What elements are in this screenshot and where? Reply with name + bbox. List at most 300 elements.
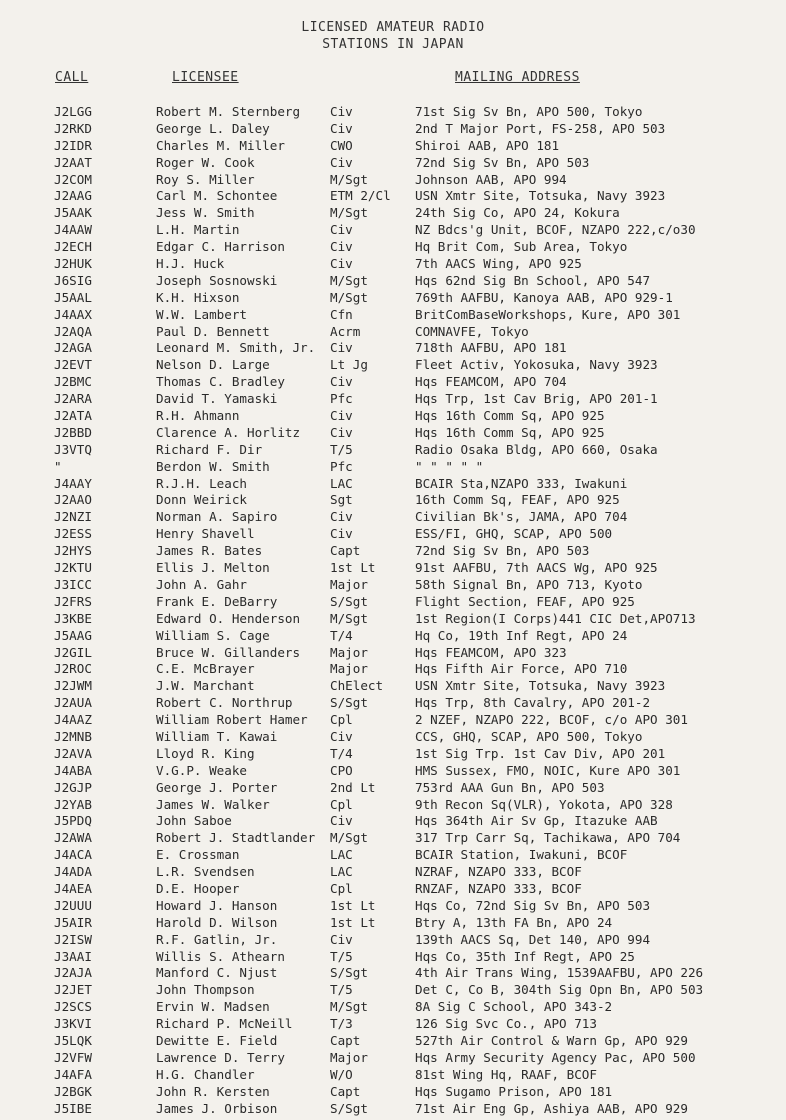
licensee-name: C.E. McBrayer xyxy=(156,661,255,677)
licensee-name: James J. Orbison xyxy=(156,1100,278,1116)
licensee-name: Harold D. Wilson xyxy=(156,914,278,930)
licensee-rank: 2nd Lt xyxy=(330,779,376,795)
licensee-name: D.E. Hooper xyxy=(156,880,240,896)
mailing-address: COMNAVFE, Tokyo xyxy=(415,323,529,339)
licensee-name: Jess W. Smith xyxy=(156,205,255,221)
mailing-address: USN Xmtr Site, Totsuka, Navy 3923 xyxy=(415,188,666,204)
licensee-name: Manford C. Njust xyxy=(156,965,278,981)
licensee-name: William Robert Hamer xyxy=(156,712,308,728)
call-sign: J2NZI xyxy=(54,509,92,525)
licensee-rank: ETM 2/Cl xyxy=(330,188,391,204)
licensee-name: Nelson D. Large xyxy=(156,357,270,373)
station-row xyxy=(0,526,786,543)
call-sign: J5AAG xyxy=(54,627,92,643)
call-sign: J2UUU xyxy=(54,897,92,913)
call-sign: J2YAB xyxy=(54,796,92,812)
call-sign: J4AFA xyxy=(54,1066,92,1082)
mailing-address: Det C, Co B, 304th Sig Opn Bn, APO 503 xyxy=(415,982,704,998)
licensee-rank: Civ xyxy=(330,154,353,170)
mailing-address: BCAIR Station, Iwakuni, BCOF xyxy=(415,847,628,863)
call-sign: J4ADA xyxy=(54,864,92,880)
licensee-rank: T/3 xyxy=(330,1016,353,1032)
call-sign: J6SIG xyxy=(54,272,92,288)
licensee-rank: LAC xyxy=(330,864,353,880)
call-sign: J2AVA xyxy=(54,745,92,761)
licensee-name: Berdon W. Smith xyxy=(156,458,270,474)
mailing-address: USN Xmtr Site, Totsuka, Navy 3923 xyxy=(415,678,666,694)
station-row xyxy=(0,239,786,256)
call-sign: J2ISW xyxy=(54,931,92,947)
mailing-address: Hqs 364th Air Sv Gp, Itazuke AAB xyxy=(415,813,658,829)
licensee-rank: M/Sgt xyxy=(330,171,368,187)
station-row xyxy=(0,661,786,678)
mailing-address: 72nd Sig Sv Bn, APO 503 xyxy=(415,154,590,170)
licensee-name: R.F. Gatlin, Jr. xyxy=(156,931,278,947)
station-row xyxy=(0,645,786,662)
licensee-name: Carl M. Schontee xyxy=(156,188,278,204)
station-row xyxy=(0,628,786,645)
mailing-address: Johnson AAB, APO 994 xyxy=(415,171,567,187)
call-sign: " xyxy=(54,458,62,474)
licensee-rank: Pfc xyxy=(330,391,353,407)
call-sign: J2ATA xyxy=(54,408,92,424)
licensee-name: Charles M. Miller xyxy=(156,137,285,153)
licensee-name: Norman A. Sapiro xyxy=(156,509,278,525)
call-sign: J2FRS xyxy=(54,593,92,609)
licensee-name: William S. Cage xyxy=(156,627,270,643)
licensee-name: H.J. Huck xyxy=(156,256,225,272)
licensee-rank: T/5 xyxy=(330,441,353,457)
licensee-name: E. Crossman xyxy=(156,847,240,863)
licensee-name: Edgar C. Harrison xyxy=(156,239,285,255)
station-row xyxy=(0,543,786,560)
mailing-address: 1st Region(I Corps)441 CIC Det,APO713 xyxy=(415,610,696,626)
licensee-rank: 1st Lt xyxy=(330,897,376,913)
mailing-address: Hqs Co, 35th Inf Regt, APO 25 xyxy=(415,948,635,964)
mailing-address: Hqs 16th Comm Sq, APO 925 xyxy=(415,408,605,424)
station-row xyxy=(0,763,786,780)
station-row xyxy=(0,932,786,949)
licensee-rank: CWO xyxy=(330,137,353,153)
station-row xyxy=(0,1084,786,1101)
station-row xyxy=(0,746,786,763)
call-sign: J2KTU xyxy=(54,560,92,576)
station-row xyxy=(0,492,786,509)
call-sign: J2AGA xyxy=(54,340,92,356)
licensee-rank: Cfn xyxy=(330,306,353,322)
licensee-name: Henry Shavell xyxy=(156,526,255,542)
mailing-address: 58th Signal Bn, APO 713, Kyoto xyxy=(415,576,643,592)
licensee-rank: M/Sgt xyxy=(330,999,368,1015)
call-sign: J3AAI xyxy=(54,948,92,964)
station-row xyxy=(0,982,786,999)
mailing-address: 753rd AAA Gun Bn, APO 503 xyxy=(415,779,605,795)
licensee-name: George J. Porter xyxy=(156,779,278,795)
mailing-address: HMS Sussex, FMO, NOIC, Kure APO 301 xyxy=(415,762,681,778)
call-sign: J2IDR xyxy=(54,137,92,153)
mailing-address: 2 NZEF, NZAPO 222, BCOF, c/o APO 301 xyxy=(415,712,688,728)
licensee-name: Ervin W. Madsen xyxy=(156,999,270,1015)
licensee-name: Edward O. Henderson xyxy=(156,610,301,626)
licensee-name: Donn Weirick xyxy=(156,492,247,508)
licensee-rank: M/Sgt xyxy=(330,289,368,305)
licensee-name: L.R. Svendsen xyxy=(156,864,255,880)
mailing-address: Hqs Co, 72nd Sig Sv Bn, APO 503 xyxy=(415,897,651,913)
call-sign: J2BGK xyxy=(54,1083,92,1099)
call-sign: J4ACA xyxy=(54,847,92,863)
station-row xyxy=(0,577,786,594)
station-row xyxy=(0,560,786,577)
mailing-address: 718th AAFBU, APO 181 xyxy=(415,340,567,356)
mailing-address: 72nd Sig Sv Bn, APO 503 xyxy=(415,543,590,559)
station-row xyxy=(0,864,786,881)
station-row xyxy=(0,307,786,324)
mailing-address: Hqs Trp, 1st Cav Brig, APO 201-1 xyxy=(415,391,658,407)
licensee-rank: Civ xyxy=(330,813,353,829)
licensee-rank: S/Sgt xyxy=(330,695,368,711)
mailing-address: " " " " " xyxy=(415,458,484,474)
call-sign: J2JET xyxy=(54,982,92,998)
licensee-name: David T. Yamaski xyxy=(156,391,278,407)
mailing-address: 8A Sig C School, APO 343-2 xyxy=(415,999,613,1015)
licensee-name: William T. Kawai xyxy=(156,728,278,744)
licensee-rank: Major xyxy=(330,576,368,592)
licensee-rank: S/Sgt xyxy=(330,593,368,609)
station-row xyxy=(0,425,786,442)
station-row xyxy=(0,949,786,966)
mailing-address: 317 Trp Carr Sq, Tachikawa, APO 704 xyxy=(415,830,681,846)
licensee-rank: Civ xyxy=(330,509,353,525)
call-sign: J2RKD xyxy=(54,120,92,136)
call-sign: J2AAT xyxy=(54,154,92,170)
station-row xyxy=(0,965,786,982)
licensee-name: Robert J. Stadtlander xyxy=(156,830,316,846)
licensee-name: K.H. Hixson xyxy=(156,289,240,305)
mailing-address: CCS, GHQ, SCAP, APO 500, Tokyo xyxy=(415,728,643,744)
station-row xyxy=(0,188,786,205)
licensee-rank: Cpl xyxy=(330,796,353,812)
mailing-address: Hqs 16th Comm Sq, APO 925 xyxy=(415,424,605,440)
licensee-name: Willis S. Athearn xyxy=(156,948,285,964)
mailing-address: Hqs Sugamo Prison, APO 181 xyxy=(415,1083,613,1099)
licensee-name: R.J.H. Leach xyxy=(156,475,247,491)
call-sign: J2AUA xyxy=(54,695,92,711)
station-row xyxy=(0,273,786,290)
licensee-rank: S/Sgt xyxy=(330,965,368,981)
licensee-rank: Acrm xyxy=(330,323,361,339)
mailing-address: NZ Bdcs'g Unit, BCOF, NZAPO 222,c/o30 xyxy=(415,222,696,238)
licensee-rank: Capt xyxy=(330,1083,361,1099)
station-row xyxy=(0,357,786,374)
licensee-name: Lawrence D. Terry xyxy=(156,1049,285,1065)
mailing-address: 9th Recon Sq(VLR), Yokota, APO 328 xyxy=(415,796,673,812)
station-row xyxy=(0,678,786,695)
licensee-rank: Pfc xyxy=(330,458,353,474)
station-row xyxy=(0,881,786,898)
licensee-rank: Cpl xyxy=(330,712,353,728)
licensee-name: Dewitte E. Field xyxy=(156,1032,278,1048)
licensee-rank: Civ xyxy=(330,256,353,272)
licensee-rank: T/5 xyxy=(330,982,353,998)
mailing-address: 527th Air Control & Warn Gp, APO 929 xyxy=(415,1032,688,1048)
column-header-licensee: LICENSEE xyxy=(172,70,239,85)
licensee-rank: LAC xyxy=(330,847,353,863)
station-row xyxy=(0,476,786,493)
licensee-name: Robert M. Sternberg xyxy=(156,104,301,119)
station-row xyxy=(0,594,786,611)
station-row xyxy=(0,509,786,526)
licensee-name: Richard P. McNeill xyxy=(156,1016,293,1032)
station-row xyxy=(0,256,786,273)
licensee-rank: 1st Lt xyxy=(330,560,376,576)
licensee-rank: CPO xyxy=(330,762,353,778)
station-row xyxy=(0,729,786,746)
licensee-rank: Major xyxy=(330,1049,368,1065)
licensee-name: Joseph Sosnowski xyxy=(156,272,278,288)
call-sign: J4ABA xyxy=(54,762,92,778)
mailing-address: Hqs Army Security Agency Pac, APO 500 xyxy=(415,1049,696,1065)
call-sign: J2SCS xyxy=(54,999,92,1015)
licensee-rank: M/Sgt xyxy=(330,205,368,221)
licensee-rank: Civ xyxy=(330,104,353,119)
licensee-rank: Lt Jg xyxy=(330,357,368,373)
call-sign: J2LGG xyxy=(54,104,92,119)
call-sign: J2AAG xyxy=(54,188,92,204)
mailing-address: 4th Air Trans Wing, 1539AAFBU, APO 226 xyxy=(415,965,704,981)
station-row xyxy=(0,374,786,391)
call-sign: J2ESS xyxy=(54,526,92,542)
mailing-address: NZRAF, NZAPO 333, BCOF xyxy=(415,864,582,880)
call-sign: J5PDQ xyxy=(54,813,92,829)
mailing-address: Flight Section, FEAF, APO 925 xyxy=(415,593,635,609)
mailing-address: Radio Osaka Bldg, APO 660, Osaka xyxy=(415,441,658,457)
station-row xyxy=(0,611,786,628)
mailing-address: 126 Sig Svc Co., APO 713 xyxy=(415,1016,597,1032)
licensee-name: Clarence A. Horlitz xyxy=(156,424,301,440)
licensee-rank: Civ xyxy=(330,424,353,440)
licensee-rank: M/Sgt xyxy=(330,610,368,626)
mailing-address: BCAIR Sta,NZAPO 333, Iwakuni xyxy=(415,475,628,491)
mailing-address: Fleet Activ, Yokosuka, Navy 3923 xyxy=(415,357,658,373)
licensee-rank: Sgt xyxy=(330,492,353,508)
station-row xyxy=(0,459,786,476)
call-sign: J2AQA xyxy=(54,323,92,339)
station-row xyxy=(0,1033,786,1050)
station-row xyxy=(0,138,786,155)
station-row xyxy=(0,1016,786,1033)
licensee-name: John A. Gahr xyxy=(156,576,247,592)
mailing-address: 71st Air Eng Gp, Ashiya AAB, APO 929 xyxy=(415,1100,688,1116)
document-title: LICENSED AMATEUR RADIO xyxy=(301,20,485,35)
call-sign: J4AAX xyxy=(54,306,92,322)
mailing-address: 1st Sig Trp. 1st Cav Div, APO 201 xyxy=(415,745,666,761)
station-row xyxy=(0,290,786,307)
call-sign: J5AAL xyxy=(54,289,92,305)
licensee-rank: M/Sgt xyxy=(330,830,368,846)
call-sign: J3VTQ xyxy=(54,441,92,457)
licensee-rank: Major xyxy=(330,644,368,660)
licensee-rank: 1st Lt xyxy=(330,914,376,930)
mailing-address: 769th AAFBU, Kanoya AAB, APO 929-1 xyxy=(415,289,673,305)
document-subtitle: STATIONS IN JAPAN xyxy=(322,37,464,52)
licensee-name: W.W. Lambert xyxy=(156,306,247,322)
station-row xyxy=(0,324,786,341)
mailing-address: ESS/FI, GHQ, SCAP, APO 500 xyxy=(415,526,613,542)
station-row xyxy=(0,780,786,797)
station-row xyxy=(0,222,786,239)
call-sign: J2BBD xyxy=(54,424,92,440)
licensee-name: V.G.P. Weake xyxy=(156,762,247,778)
licensee-rank: Civ xyxy=(330,408,353,424)
call-sign: J2ECH xyxy=(54,239,92,255)
mailing-address: BritComBaseWorkshops, Kure, APO 301 xyxy=(415,306,681,322)
call-sign: J5LQK xyxy=(54,1032,92,1048)
mailing-address: 71st Sig Sv Bn, APO 500, Tokyo xyxy=(415,104,643,119)
call-sign: J5AIR xyxy=(54,914,92,930)
call-sign: J3ICC xyxy=(54,576,92,592)
station-row xyxy=(0,999,786,1016)
licensee-name: Robert C. Northrup xyxy=(156,695,293,711)
call-sign: J4AEA xyxy=(54,880,92,896)
station-row xyxy=(0,915,786,932)
licensee-rank: M/Sgt xyxy=(330,272,368,288)
licensee-name: Frank E. DeBarry xyxy=(156,593,278,609)
licensee-rank: Capt xyxy=(330,1032,361,1048)
call-sign: J2EVT xyxy=(54,357,92,373)
station-row xyxy=(0,695,786,712)
licensee-name: H.G. Chandler xyxy=(156,1066,255,1082)
column-header-call: CALL xyxy=(55,70,89,85)
call-sign: J3KVI xyxy=(54,1016,92,1032)
mailing-address: 91st AAFBU, 7th AACS Wg, APO 925 xyxy=(415,560,658,576)
mailing-address: RNZAF, NZAPO 333, BCOF xyxy=(415,880,582,896)
column-header-address: MAILING ADDRESS xyxy=(455,70,580,85)
station-row xyxy=(0,205,786,222)
station-row xyxy=(0,1101,786,1118)
licensee-name: Bruce W. Gillanders xyxy=(156,644,301,660)
call-sign: J5IBE xyxy=(54,1100,92,1116)
licensee-rank: Civ xyxy=(330,728,353,744)
licensee-rank: Civ xyxy=(330,222,353,238)
licensee-name: James W. Walker xyxy=(156,796,270,812)
station-row xyxy=(0,830,786,847)
licensee-name: Roger W. Cook xyxy=(156,154,255,170)
licensee-rank: Cpl xyxy=(330,880,353,896)
licensee-name: Roy S. Miller xyxy=(156,171,255,187)
mailing-address: 139th AACS Sq, Det 140, APO 994 xyxy=(415,931,651,947)
call-sign: J2COM xyxy=(54,171,92,187)
call-sign: J2AWA xyxy=(54,830,92,846)
call-sign: J2HYS xyxy=(54,543,92,559)
licensee-name: J.W. Marchant xyxy=(156,678,255,694)
station-row xyxy=(0,797,786,814)
licensee-rank: Civ xyxy=(330,374,353,390)
station-row xyxy=(0,104,786,121)
mailing-address: Hqs Fifth Air Force, APO 710 xyxy=(415,661,628,677)
licensee-name: John R. Kersten xyxy=(156,1083,270,1099)
licensee-name: John Saboe xyxy=(156,813,232,829)
station-row xyxy=(0,712,786,729)
licensee-name: Thomas C. Bradley xyxy=(156,374,285,390)
mailing-address: 81st Wing Hq, RAAF, BCOF xyxy=(415,1066,597,1082)
call-sign: J2GJP xyxy=(54,779,92,795)
licensee-rank: T/5 xyxy=(330,948,353,964)
call-sign: J2HUK xyxy=(54,256,92,272)
station-row xyxy=(0,898,786,915)
mailing-address: 2nd T Major Port, FS-258, APO 503 xyxy=(415,120,666,136)
call-sign: J2VFW xyxy=(54,1049,92,1065)
mailing-address: Hqs 62nd Sig Bn School, APO 547 xyxy=(415,272,651,288)
call-sign: J2ARA xyxy=(54,391,92,407)
mailing-address: Hqs FEAMCOM, APO 704 xyxy=(415,374,567,390)
mailing-address: Hq Brit Com, Sub Area, Tokyo xyxy=(415,239,628,255)
station-row xyxy=(0,340,786,357)
call-sign: J4AAZ xyxy=(54,712,92,728)
licensee-rank: T/4 xyxy=(330,627,353,643)
licensee-rank: ChElect xyxy=(330,678,384,694)
station-row xyxy=(0,121,786,138)
licensee-name: R.H. Ahmann xyxy=(156,408,240,424)
licensee-name: Howard J. Hanson xyxy=(156,897,278,913)
call-sign: J2GIL xyxy=(54,644,92,660)
call-sign: J4AAW xyxy=(54,222,92,238)
call-sign: J2ROC xyxy=(54,661,92,677)
mailing-address: 7th AACS Wing, APO 925 xyxy=(415,256,582,272)
licensee-name: Paul D. Bennett xyxy=(156,323,270,339)
station-row xyxy=(0,172,786,189)
licensee-rank: Civ xyxy=(330,526,353,542)
station-row xyxy=(0,155,786,172)
licensee-name: John Thompson xyxy=(156,982,255,998)
station-list xyxy=(0,104,786,1117)
licensee-rank: T/4 xyxy=(330,745,353,761)
mailing-address: 24th Sig Co, APO 24, Kokura xyxy=(415,205,620,221)
station-row xyxy=(0,391,786,408)
licensee-name: George L. Daley xyxy=(156,120,270,136)
call-sign: J2BMC xyxy=(54,374,92,390)
station-row xyxy=(0,1067,786,1084)
licensee-rank: LAC xyxy=(330,475,353,491)
licensee-rank: Civ xyxy=(330,340,353,356)
licensee-rank: Capt xyxy=(330,543,361,559)
call-sign: J2AAO xyxy=(54,492,92,508)
licensee-name: Leonard M. Smith, Jr. xyxy=(156,340,316,356)
call-sign: J2JWM xyxy=(54,678,92,694)
station-row xyxy=(0,1050,786,1067)
licensee-name: James R. Bates xyxy=(156,543,263,559)
licensee-rank: Civ xyxy=(330,120,353,136)
licensee-rank: Civ xyxy=(330,931,353,947)
licensee-rank: Major xyxy=(330,661,368,677)
station-row xyxy=(0,442,786,459)
station-row xyxy=(0,847,786,864)
licensee-name: Lloyd R. King xyxy=(156,745,255,761)
station-row xyxy=(0,813,786,830)
licensee-rank: S/Sgt xyxy=(330,1100,368,1116)
mailing-address: 16th Comm Sq, FEAF, APO 925 xyxy=(415,492,620,508)
call-sign: J3KBE xyxy=(54,610,92,626)
licensee-name: L.H. Martin xyxy=(156,222,240,238)
licensee-rank: Civ xyxy=(330,239,353,255)
mailing-address: Hqs Trp, 8th Cavalry, APO 201-2 xyxy=(415,695,651,711)
mailing-address: Civilian Bk's, JAMA, APO 704 xyxy=(415,509,628,525)
licensee-rank: W/O xyxy=(330,1066,353,1082)
station-row xyxy=(0,408,786,425)
mailing-address: Shiroi AAB, APO 181 xyxy=(415,137,560,153)
call-sign: J2AJA xyxy=(54,965,92,981)
licensee-name: Ellis J. Melton xyxy=(156,560,270,576)
mailing-address: Hqs FEAMCOM, APO 323 xyxy=(415,644,567,660)
